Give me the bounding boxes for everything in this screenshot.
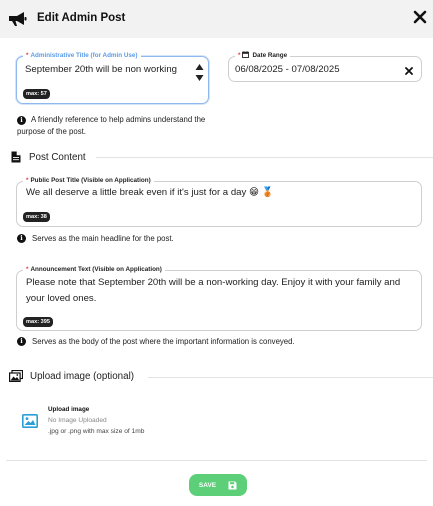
- date-range-field[interactable]: [228, 52, 422, 82]
- info-icon: i: [17, 234, 26, 243]
- announcement-field[interactable]: [16, 266, 422, 331]
- post-content-heading: [11, 151, 86, 163]
- upload-status: No Image Uploaded: [48, 417, 107, 424]
- date-range-label: * Date Range: [235, 51, 290, 61]
- footer-divider: [6, 460, 427, 461]
- announcement-counter: max: 395: [23, 317, 53, 327]
- modal-title: Edit Admin Post: [37, 12, 126, 24]
- clear-date-icon[interactable]: [405, 67, 413, 75]
- public-title-label: * Public Post Title (Visible on Application): [23, 176, 154, 186]
- admin-title-field[interactable]: [16, 52, 209, 104]
- close-icon[interactable]: [413, 10, 427, 24]
- announcement-value[interactable]: Please note that September 20th will be a non-working day. Enjoy it with your family and your loved ones.: [26, 277, 401, 304]
- upload-heading-label: Upload image (optional): [30, 370, 135, 382]
- info-icon: i: [17, 116, 26, 125]
- modal-header: [0, 0, 433, 38]
- megaphone-icon: [7, 9, 27, 29]
- floppy-disk-icon: [228, 481, 237, 490]
- images-icon: [9, 370, 23, 382]
- upload-hint: .jpg or .png with max size of 1mb: [48, 428, 145, 435]
- image-icon[interactable]: [22, 414, 38, 428]
- post-content-divider: [96, 157, 433, 158]
- announcement-help: Serves as the body of the post where the important information is conveyed.: [32, 337, 295, 346]
- post-content-label: Post Content: [29, 151, 86, 163]
- announcement-label: * Announcement Text (Visible on Application): [23, 265, 165, 275]
- admin-title-counter: max: 57: [23, 89, 50, 99]
- admin-title-label: * Administrative Title (for Admin Use): [23, 51, 141, 61]
- info-icon: i: [17, 337, 26, 346]
- spinner-arrows-icon[interactable]: [195, 62, 204, 84]
- admin-title-help: A friendly reference to help admins understand the purpose of the post.: [17, 115, 206, 136]
- date-range-value[interactable]: 06/08/2025 - 07/08/2025: [235, 64, 340, 75]
- save-button[interactable]: [189, 474, 247, 496]
- public-title-help: Serves as the main headline for the post.: [32, 234, 174, 243]
- document-icon: [11, 151, 21, 163]
- upload-title[interactable]: Upload image: [48, 406, 90, 413]
- upload-divider: [148, 377, 433, 378]
- public-title-field[interactable]: [16, 177, 422, 227]
- public-title-counter: max: 38: [23, 212, 50, 222]
- upload-heading: [9, 370, 134, 382]
- save-button-label: SAVE: [198, 481, 217, 489]
- admin-title-value[interactable]: September 20th will be non working: [25, 64, 177, 75]
- calendar-icon: [242, 51, 249, 58]
- public-title-value[interactable]: We all deserve a little break even if it's just for a day 😁 🥉: [26, 187, 274, 198]
